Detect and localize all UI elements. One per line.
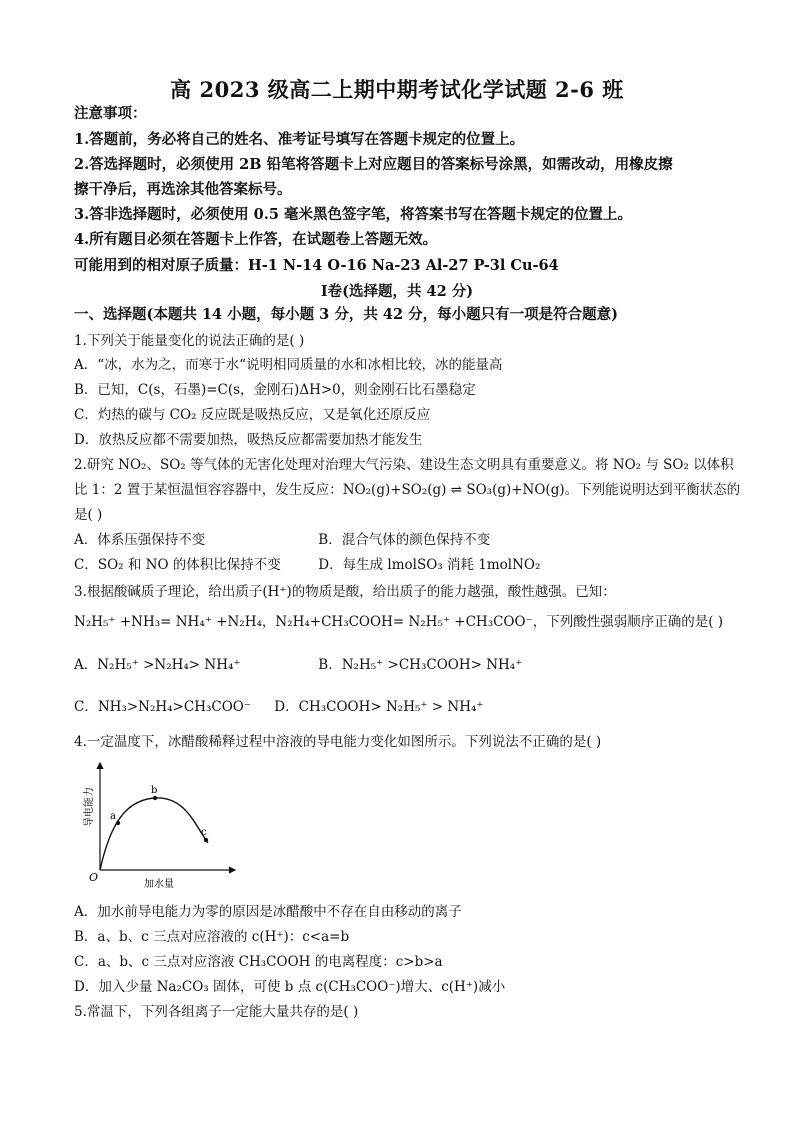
q4-option-a: A．加水前导电能力为零的原因是冰醋酸中不存在自由移动的离子	[74, 904, 462, 920]
q4-option-b: B．a、b、c 三点对应溶液的 c(H⁺)：c<a=b	[74, 929, 350, 945]
conductivity-curve	[100, 798, 208, 870]
point-c-label: c	[201, 827, 207, 838]
atomic-mass-line: 可能用到的相对原子质量：H-1 N-14 O-16 Na-23 Al-27 P-3l Cu-64	[74, 257, 559, 274]
q1-option-a: A．“冰，水为之，而寒于水“说明相同质量的水和冰相比较，冰的能量高	[74, 357, 503, 373]
q2-stem-line3: 是( )	[74, 507, 103, 523]
point-b-marker	[153, 796, 157, 800]
y-axis-label: 导电能力	[84, 787, 95, 827]
q4-option-d: D．加入少量 Na₂CO₃ 固体，可使 b 点 c(CH₃COO⁻)增大、c(H⁺)减小	[74, 979, 506, 995]
q1-option-c: C．灼热的碳与 CO₂ 反应既是吸热反应，又是氧化还原反应	[74, 407, 431, 423]
conductivity-figure	[80, 755, 240, 895]
page-title: 高 2023 级高二上期中期考试化学试题 2-6 班	[170, 77, 624, 102]
point-c-marker	[204, 838, 208, 842]
q2-options-row1	[74, 530, 734, 550]
q4-option-c: C．a、b、c 三点对应溶液 CH₃COOH 的电离程度：c>b>a	[74, 954, 443, 970]
q2-option-a: A．体系压强保持不变	[74, 532, 206, 548]
q2-option-d: D．每生成 lmolSO₃ 消耗 1molNO₂	[318, 557, 541, 573]
q3-option-b: B．N₂H₅⁺ >CH₃COOH> NH₄⁺	[318, 657, 523, 673]
notice-item-2b: 擦干净后，再选涂其他答案标号。	[74, 181, 292, 198]
q3-options-row1	[74, 655, 734, 675]
q3-option-d: D．CH₃COOH> N₂H₅⁺ > NH₄⁺	[274, 699, 484, 715]
notice-item-4: 4.所有题目必须在答题卡上作答，在试题卷上答题无效。	[74, 231, 438, 248]
notice-item-2a: 2.答选择题时，必须使用 2B 铅笔将答题卡上对应题目的答案标号涂黑，如需改动，用橡皮擦	[74, 156, 673, 173]
q1-option-d: D．放热反应都不需要加热，吸热反应都需要加热才能发生	[74, 432, 423, 448]
q1-stem: 1.下列关于能量变化的说法正确的是( )	[74, 333, 305, 349]
volume-title: Ⅰ卷(选择题，共 42 分)	[320, 283, 474, 300]
q2-options-row2	[74, 555, 734, 575]
q2-option-b: B．混合气体的颜色保持不变	[318, 532, 491, 548]
q3-stem-line1: 3.根据酸碱质子理论，给出质子(H⁺)的物质是酸，给出质子的能力越强，酸性越强。已知：	[74, 584, 616, 600]
origin-label: O	[89, 871, 99, 884]
notice-item-1: 1.答题前，务必将自己的姓名、准考证号填写在答题卡规定的位置上。	[74, 131, 525, 148]
notice-item-3: 3.答非选择题时，必须使用 0.5 毫米黑色签字笔，将答案书写在答题卡规定的位置上。	[74, 206, 632, 223]
q3-option-c: C．NH₃>N₂H₄>CH₃COO⁻	[74, 699, 251, 715]
q4-stem: 4.一定温度下，冰醋酸稀释过程中溶液的导电能力变化如图所示。下列说法不正确的是( )	[74, 734, 602, 750]
q2-option-c: C．SO₂ 和 NO 的体积比保持不变	[74, 557, 281, 573]
point-a-marker	[116, 821, 120, 825]
q1-option-b: B．已知，C(s，石墨)=C(s，金刚石)ΔH>0，则金刚石比石墨稳定	[74, 382, 476, 398]
q2-stem-line1: 2.研究 NO₂、SO₂ 等气体的无害化处理对治理大气污染、建设生态文明具有重要意义。将 NO₂ 与 SO₂ 以体积	[74, 457, 734, 473]
point-b-label: b	[151, 785, 158, 796]
x-axis-label: 加水量	[144, 879, 174, 890]
q3-option-a: A．N₂H₅⁺ >N₂H₄> NH₄⁺	[74, 657, 241, 673]
q3-options-row2	[74, 697, 734, 717]
q5-stem: 5.常温下，下列各组离子一定能大量共存的是( )	[74, 1004, 359, 1020]
section-heading: 一、选择题(本题共 14 小题，每小题 3 分，共 42 分，每小题只有一项是符合题意)	[74, 306, 618, 323]
q3-stem-line2: N₂H₅⁺ +NH₃= NH₄⁺ +N₂H₄，N₂H₄+CH₃COOH= N₂H₅⁺ +CH₃COO⁻，下列酸性强弱顺序正确的是( )	[74, 614, 724, 630]
conductivity-svg	[80, 755, 240, 895]
notice-heading: 注意事项：	[74, 105, 147, 122]
point-a-label: a	[110, 811, 116, 822]
q2-stem-line2: 比 1：2 置于某恒温恒容容器中，发生反应：NO₂(g)+SO₂(g) ⇌ SO₃(g)+NO(g)。下列能说明达到平衡状态的	[74, 482, 741, 498]
